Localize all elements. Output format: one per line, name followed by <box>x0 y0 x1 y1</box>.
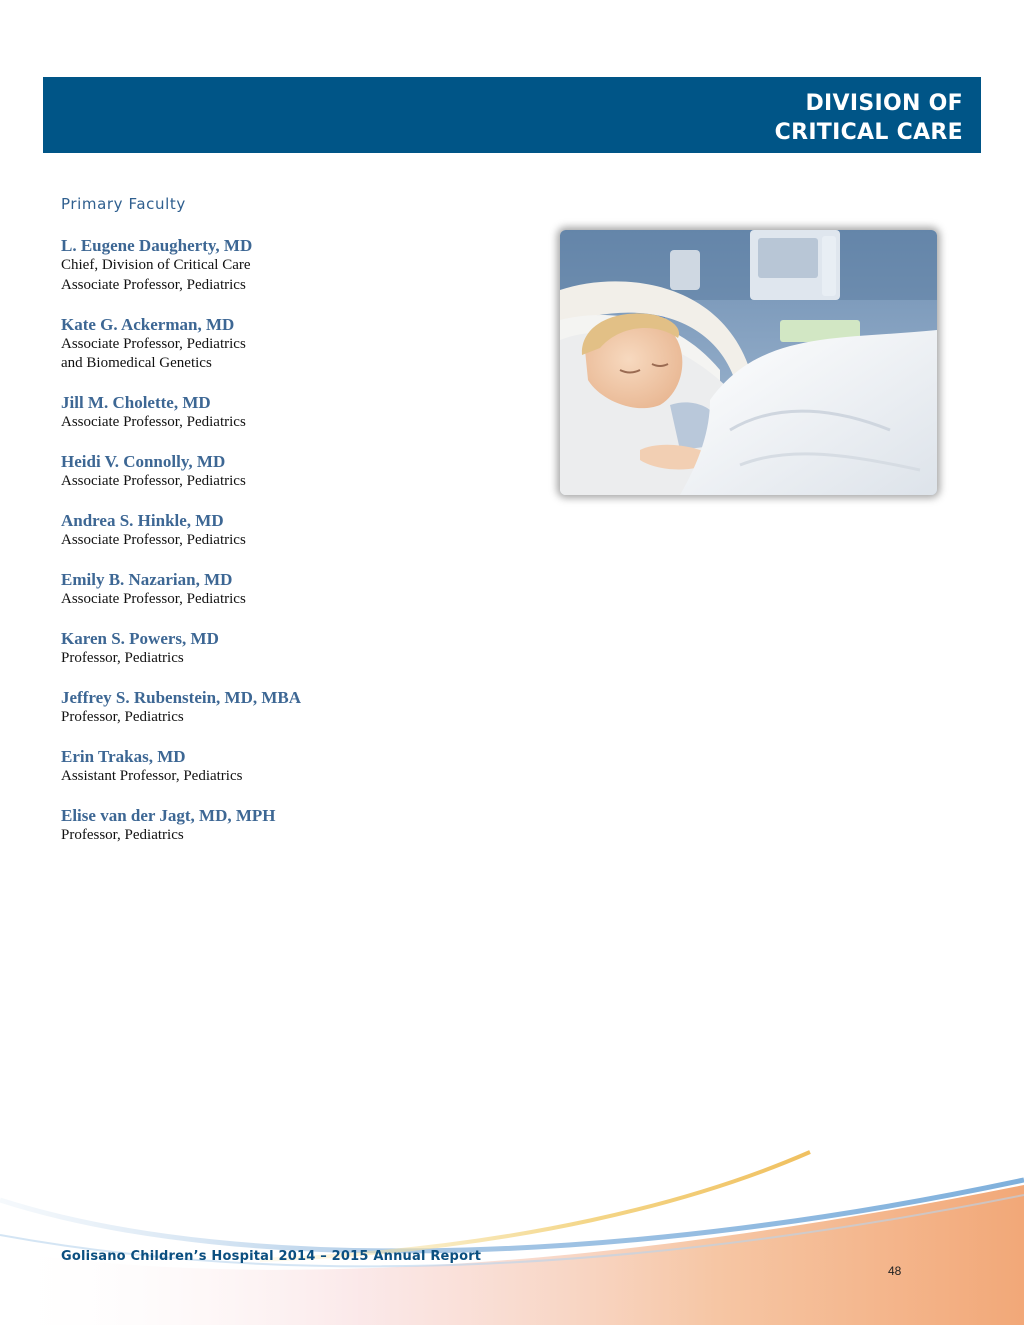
faculty-entry <box>61 452 521 492</box>
faculty-entry <box>61 315 521 374</box>
faculty-name: Jill M. Cholette, MD <box>61 393 211 412</box>
faculty-title: Professor, Pediatrics <box>61 709 184 725</box>
faculty-title: Associate Professor, Pediatrics <box>61 532 246 548</box>
faculty-title: Assistant Professor, Pediatrics <box>61 768 243 784</box>
faculty-title: Associate Professor, Pediatrics <box>61 335 246 352</box>
faculty-name: Heidi V. Connolly, MD <box>61 452 226 471</box>
faculty-title: Chief, Division of Critical Care <box>61 257 251 273</box>
faculty-title: Professor, Pediatrics <box>61 827 184 843</box>
faculty-entry <box>61 747 521 787</box>
faculty-list <box>61 236 521 865</box>
faculty-title: Associate Professor, Pediatrics <box>61 591 246 607</box>
section-heading: Primary Faculty <box>61 195 186 213</box>
faculty-title: and Biomedical Genetics <box>61 355 212 371</box>
faculty-entry <box>61 236 521 295</box>
faculty-name: Emily B. Nazarian, MD <box>61 570 233 589</box>
faculty-name: Erin Trakas, MD <box>61 747 186 766</box>
page-number: 48 <box>888 1264 902 1278</box>
sleeping-child-illustration <box>560 230 937 495</box>
faculty-entry <box>61 511 521 551</box>
faculty-name: L. Eugene Daugherty, MD <box>61 236 253 255</box>
faculty-entry <box>61 393 521 433</box>
report-title: Golisano Children’s Hospital 2014 – 2015 Annual Report <box>61 1249 482 1264</box>
faculty-name: Jeffrey S. Rubenstein, MD, MBA <box>61 688 302 707</box>
faculty-title: Associate Professor, Pediatrics <box>61 276 246 293</box>
faculty-entry <box>61 688 521 728</box>
faculty-name: Kate G. Ackerman, MD <box>61 314 235 334</box>
division-title-line1: DIVISION OF <box>805 91 963 116</box>
division-header-bar <box>43 77 981 153</box>
division-title-line2: CRITICAL CARE <box>774 120 963 145</box>
patient-photo <box>560 230 937 495</box>
faculty-title: Associate Professor, Pediatrics <box>61 473 246 489</box>
faculty-name: Elise van der Jagt, MD, MPH <box>61 806 276 825</box>
faculty-title: Professor, Pediatrics <box>61 650 184 666</box>
faculty-entry <box>61 570 521 610</box>
faculty-entry <box>61 629 521 669</box>
faculty-title: Associate Professor, Pediatrics <box>61 414 246 430</box>
faculty-name: Karen S. Powers, MD <box>61 629 219 648</box>
faculty-entry <box>61 806 521 846</box>
division-title <box>775 89 963 147</box>
decorative-swoosh <box>0 1140 1024 1325</box>
faculty-name: Andrea S. Hinkle, MD <box>61 511 224 530</box>
